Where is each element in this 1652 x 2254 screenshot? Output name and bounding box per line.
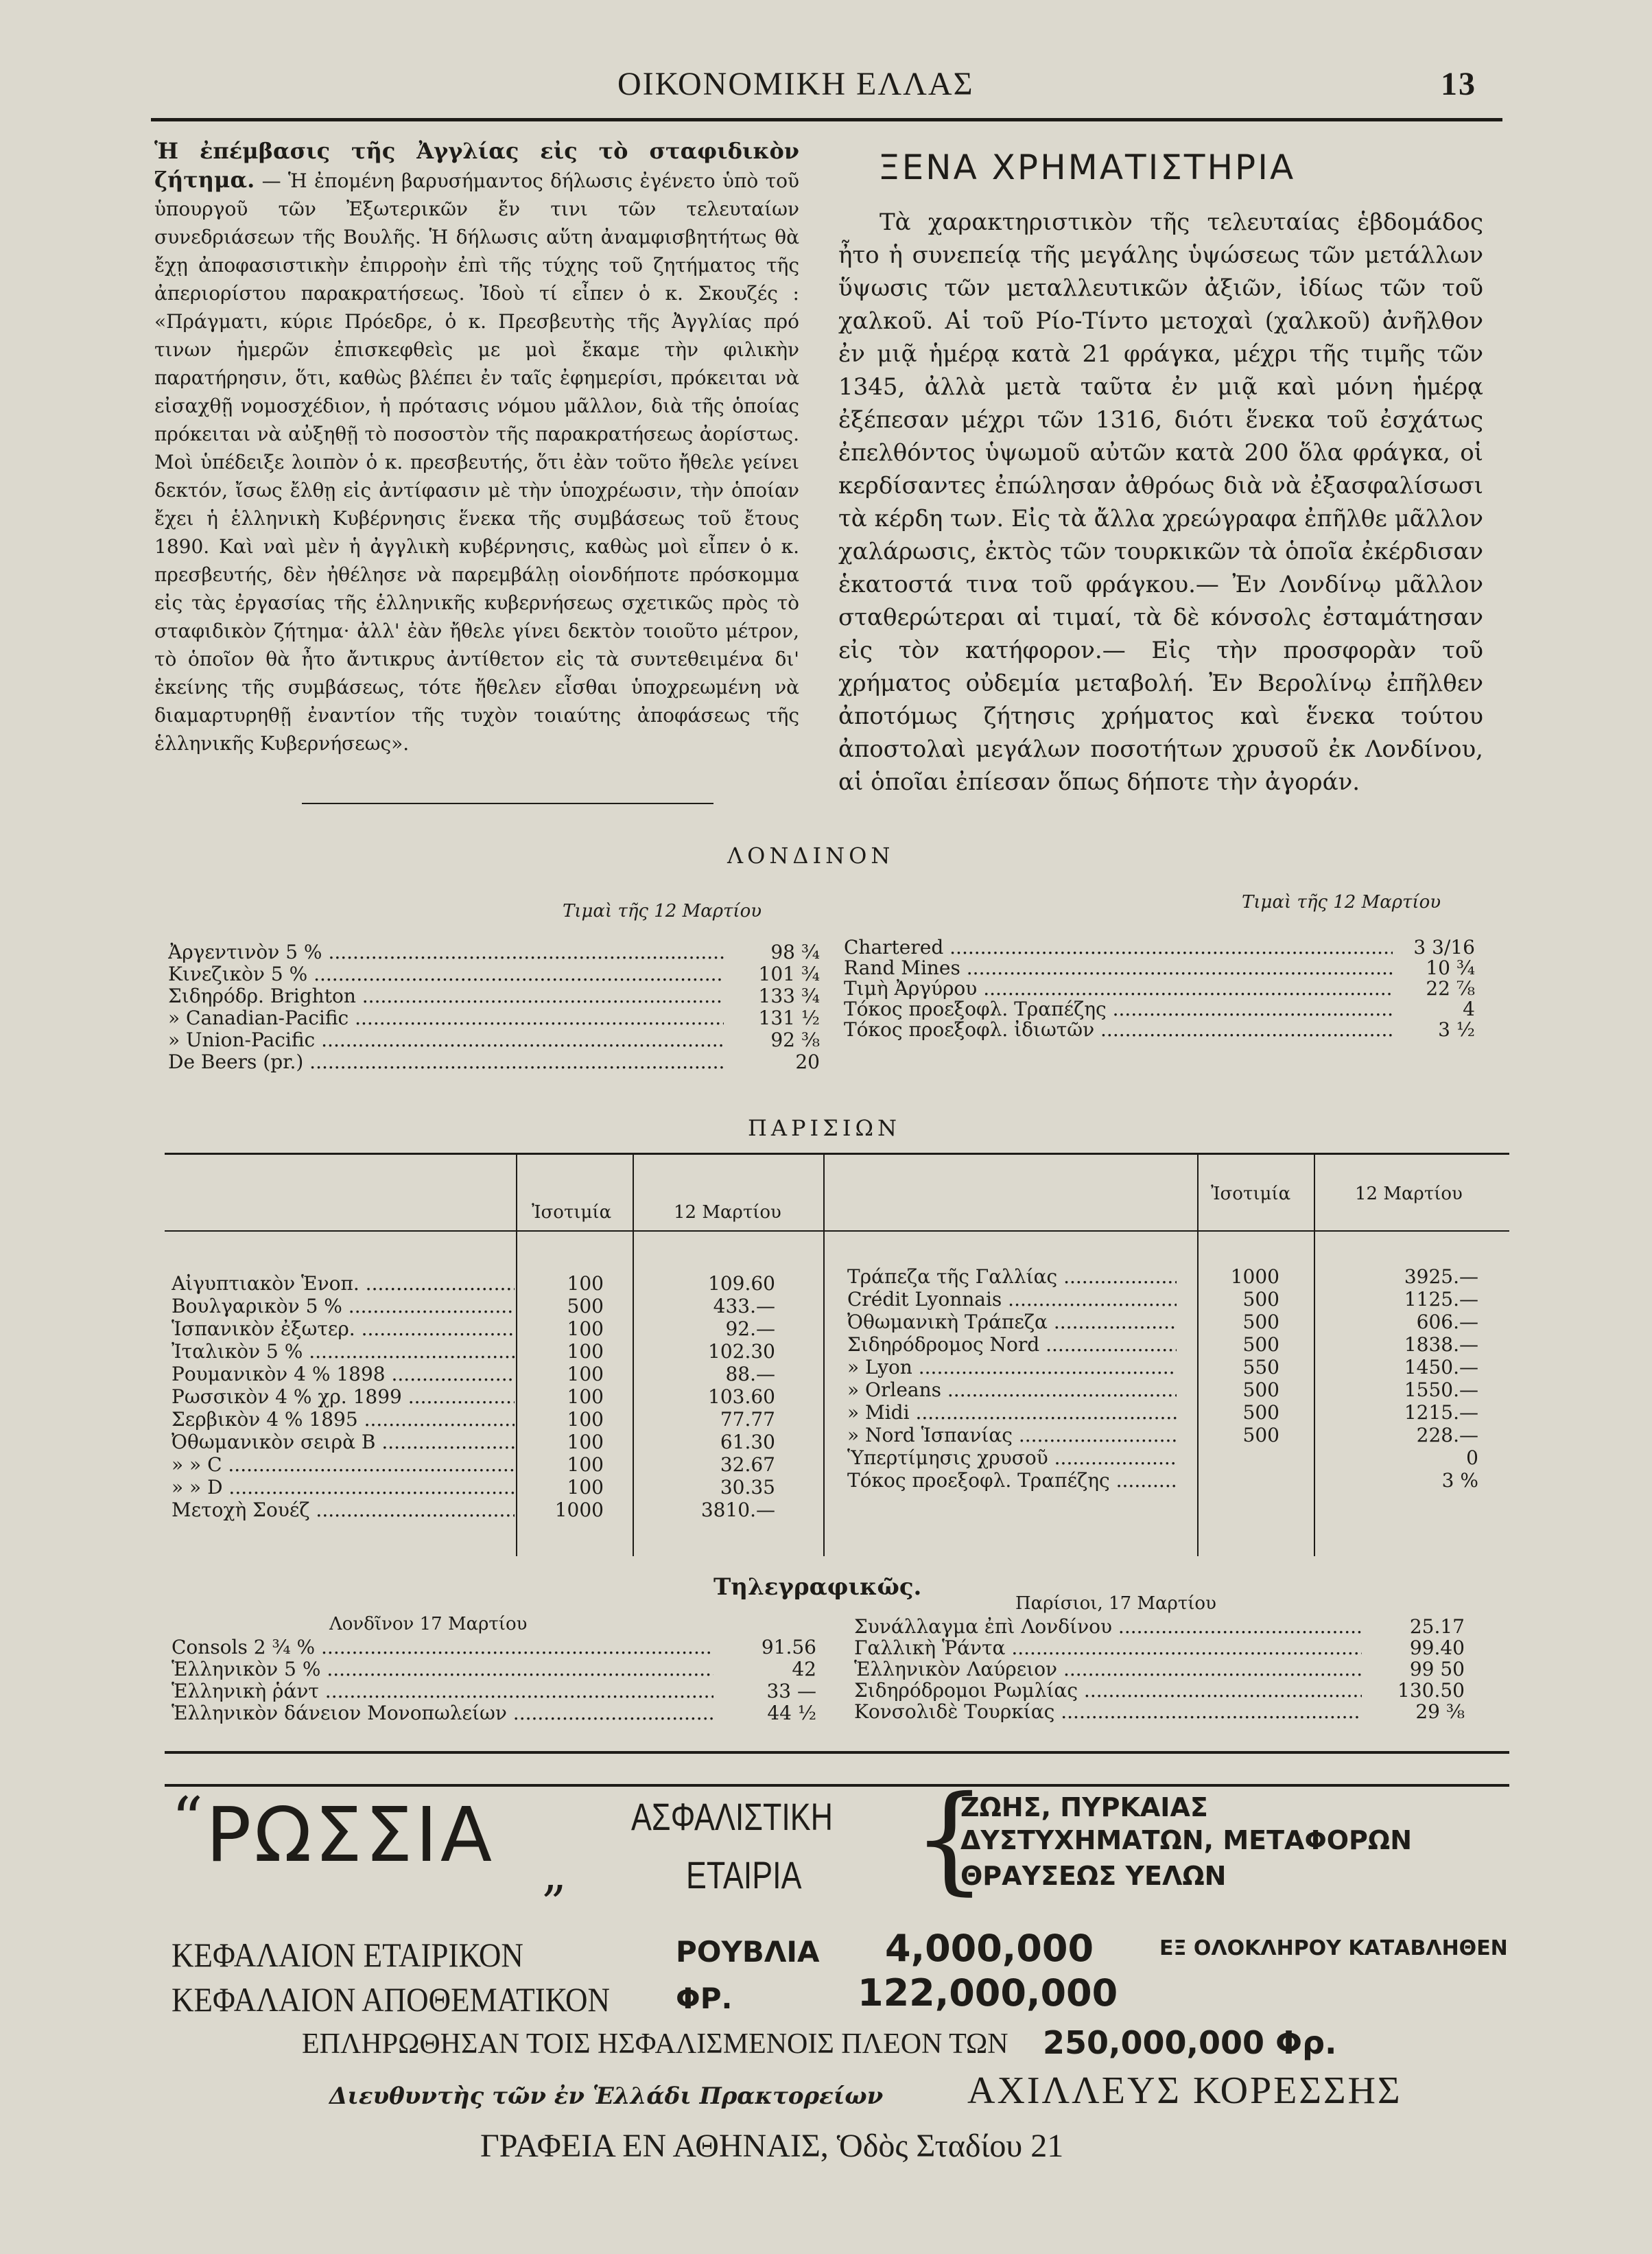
telegraph-row-value: 130.50 <box>1397 1679 1465 1702</box>
ad-capital-amount: 4,000,000 <box>885 1927 1094 1970</box>
paris-row-label: » Midi ..... <box>847 1402 1177 1424</box>
paris-row-par <box>1177 1447 1279 1469</box>
ad-capital-label: ΚΕΦΑΛΑΙΟΝ ΕΤΑΙΡΙΚΟΝ <box>172 1936 523 1974</box>
paris-row-label: Σιδηρόδρομος Nord ..... <box>847 1334 1177 1356</box>
paris-row-label: » Lyon ..... <box>847 1357 1177 1378</box>
paris-row-label: Σερβικὸν 4 % 1895 ..... <box>172 1409 515 1431</box>
paris-row <box>172 1499 775 1521</box>
paris-row <box>172 1341 775 1363</box>
telegraph-row <box>854 1637 1465 1659</box>
telegraph-row-label: Ἑλληνικὸν 5 % ..... <box>172 1658 713 1680</box>
paris-col-rule <box>823 1155 825 1556</box>
paris-row-value: 1450.— <box>1404 1356 1478 1378</box>
paris-row <box>847 1424 1478 1446</box>
paris-row-par: 100 <box>567 1363 604 1385</box>
paris-left-col-isotimia: Ἰσοτιμία <box>532 1202 612 1223</box>
telegraph-row-value: 25.17 <box>1409 1615 1465 1638</box>
london-row <box>844 957 1475 979</box>
london-row-label: De Beers (pr.) ..... <box>168 1051 724 1073</box>
telegraph-row-label: Κονσολιδὲ Τουρκίας ..... <box>854 1701 1362 1723</box>
paris-row-value: 3925.— <box>1404 1265 1478 1288</box>
paris-row-par: 100 <box>567 1317 604 1340</box>
paris-row-par: 100 <box>567 1408 604 1431</box>
paris-row-value: 61.30 <box>720 1431 775 1453</box>
paris-row-par: 100 <box>567 1340 604 1363</box>
left-article <box>154 137 799 758</box>
telegraph-title: Τηλεγραφικῶς. <box>713 1573 922 1601</box>
london-row-value: 133 ¾ <box>758 985 820 1007</box>
paris-row-par: 1000 <box>1230 1265 1279 1288</box>
telegraph-row <box>172 1680 816 1702</box>
london-row <box>168 1051 820 1073</box>
london-row-label: Τόκος προεξοφλ. ἰδιωτῶν ..... <box>844 1019 1393 1041</box>
paris-row-value: 88.— <box>725 1363 775 1385</box>
paris-row-value: 1215.— <box>1404 1401 1478 1424</box>
paris-row-value: 1125.— <box>1404 1288 1478 1311</box>
paris-row <box>172 1431 775 1453</box>
paris-row-par: 500 <box>1242 1424 1279 1446</box>
ad-paid-claims: ΕΠΛΗΡΩΘΗΣΑΝ ΤΟΙΣ ΗΣΦΑΛΙΣΜΕΝΟΙΣ ΠΛΕΟΝ ΤΩΝ <box>302 2028 1008 2060</box>
telegraph-row-label: Συνάλλαγμα ἐπὶ Λονδίνου ..... <box>854 1616 1362 1638</box>
paris-row-label: » Nord Ἱσπανίας ..... <box>847 1424 1177 1446</box>
telegraph-row-value: 91.56 <box>761 1636 816 1658</box>
running-title: ΟΙΚΟΝΟΜΙΚΗ ΕΛΛΑΣ <box>617 66 974 102</box>
paris-row-par: 100 <box>567 1431 604 1453</box>
telegraph-row-label: Consols 2 ¾ % ..... <box>172 1636 713 1658</box>
right-article-body: Τὰ χαρακτηριστικὸν τῆς τελευταίας ἑβδομάδος ἦτο ἡ συνεπείᾳ τῆς μεγάλης ὑψώσεως τῶν μετάλλων ὕψωσις τῶν μεταλλευτικῶν ἀξιῶν, ἰδίως τῶν τοῦ χαλκοῦ. Αἱ τοῦ Ρίο-Τίντο μετοχαὶ (χαλκοῦ) ἀνῆλθον ἐν μιᾷ ἡμέρᾳ κατὰ 21 φράγκα, μέχρι τῆς τιμῆς τῶν 1345, ἀλλὰ μετὰ ταῦτα ἐν μιᾷ καὶ μόνη ἡμέρᾳ ἐξέπεσαν μέχρι τῶν 1316, διότι ἕνεκα τοῦ ἐσχάτως ἐπελθόντος ὑψωμοῦ αὐτῶν κατὰ 200 ὅλα φράγκα, οἱ κερδίσαντες ἐπώλησαν ἀθρόως διὰ νὰ ἐξασφαλίσωσι τὰ κέρδη των. Εἰς τὰ ἄλλα χρεώγραφα ἐπῆλθε μᾶλλον χαλάρωσις, ἐκτὸς τῶν τουρκικῶν τὰ ὁποῖα ἐκέρδισαν ἑκατοστά τινα τοῦ φράγκου.— Ἐν Λονδίνῳ μᾶλλον σταθερώτεραι αἱ τιμαί, τὰ δὲ κόνσολς ἐσταμάτησαν εἰς τὸν κατήφορον.— Εἰς τὴν προσφορὰν τοῦ χρήματος οὐδεμία μεταβολή. Ἐν Βερολίνῳ ἐπῆλθεν ἀποτόμως ζήτησις χρήματος καὶ ἕνεκα τούτου ἀποστολαὶ μεγάλων ποσοτήτων χρυσοῦ ἐκ Λονδίνου, αἱ ὁποῖαι ἐπίεσαν ὅπως δήποτε τὴν ἀγοράν. <box>838 209 1483 796</box>
london-row-value: 4 <box>1463 998 1475 1020</box>
london-row-label: » Union-Pacific ..... <box>168 1029 724 1051</box>
telegraph-right-caption: Παρίσιοι, 17 Μαρτίου <box>1015 1593 1216 1614</box>
paris-header-rule <box>165 1230 1509 1232</box>
paris-row <box>847 1311 1478 1333</box>
paris-row-value: 0 <box>1466 1446 1478 1469</box>
paris-row-label: Ρωσσικὸν 4 % χρ. 1899 ..... <box>172 1386 515 1408</box>
paris-row-par: 100 <box>567 1453 604 1476</box>
paris-row-value: 109.60 <box>708 1272 775 1295</box>
ad-type-line1: ΑΣΦΑΛΙΣΤΙΚΗ <box>631 1795 834 1838</box>
paris-row-value: 606.— <box>1416 1311 1478 1333</box>
paris-row-value: 77.77 <box>720 1408 775 1431</box>
ad-type-line2: ΕΤΑΙΡΙΑ <box>686 1853 802 1897</box>
london-row-label: Κινεζικὸν 5 % ..... <box>168 963 724 985</box>
paris-row <box>847 1379 1478 1401</box>
paris-row <box>172 1295 775 1317</box>
london-row <box>844 1019 1475 1041</box>
paris-row <box>172 1454 775 1476</box>
paris-row-value: 92.— <box>725 1317 775 1340</box>
paris-row-label: Ὑπερτίμησις χρυσοῦ ..... <box>847 1447 1177 1469</box>
london-row-label: Rand Mines ..... <box>844 957 1393 979</box>
paris-top-rule <box>165 1153 1509 1155</box>
paris-row <box>847 1357 1478 1378</box>
telegraph-row-label: Ἑλληνικὸν Λαύρειον ..... <box>854 1658 1362 1680</box>
paris-row-par: 500 <box>1242 1288 1279 1311</box>
telegraph-row-label: Σιδηρόδρομοι Ρωμλίας ..... <box>854 1680 1362 1702</box>
paris-row <box>172 1386 775 1408</box>
ad-coverage-2: ΔΥΣΤΥΧΗΜΑΤΩΝ, ΜΕΤΑΦΟΡΩΝ <box>960 1825 1413 1855</box>
paris-row-label: Ὀθωμανικὴ Τράπεζα ..... <box>847 1311 1177 1333</box>
paris-row-par: 550 <box>1242 1356 1279 1378</box>
telegraph-row-value: 99 50 <box>1409 1658 1465 1680</box>
telegraph-row-label: Ἑλληνικὴ ῥάντ ..... <box>172 1680 713 1702</box>
paris-row <box>847 1470 1478 1492</box>
london-row-label: » Canadian-Pacific ..... <box>168 1007 724 1029</box>
paris-row <box>172 1273 775 1295</box>
paris-row-label: Βουλγαρικὸν 5 % ..... <box>172 1295 515 1317</box>
telegraph-row <box>854 1701 1465 1723</box>
page-number: 13 <box>1441 66 1476 102</box>
london-row <box>844 978 1475 1000</box>
london-row <box>844 998 1475 1020</box>
ad-reserve-amount: 122,000,000 <box>858 1971 1118 2015</box>
ad-reserve-label: ΚΕΦΑΛΑΙΟΝ ΑΠΟΘΕΜΑΤΙΚΟΝ <box>172 1980 611 2019</box>
telegraph-row <box>854 1616 1465 1638</box>
paris-row-value: 32.67 <box>720 1453 775 1476</box>
london-row-value: 101 ¾ <box>758 963 820 985</box>
ad-quote-close: „ <box>542 1846 567 1902</box>
london-row-label: Ἀργεντινὸν 5 % ..... <box>168 941 724 963</box>
article-end-rule <box>302 803 713 804</box>
london-row-label: Chartered ..... <box>844 937 1393 959</box>
paris-row-value: 228.— <box>1416 1424 1478 1446</box>
paris-row-value: 30.35 <box>720 1476 775 1499</box>
london-row <box>168 963 820 985</box>
paris-row-label: Ἰταλικὸν 5 % ..... <box>172 1341 515 1363</box>
paris-row-par: 100 <box>567 1385 604 1408</box>
paris-row-par: 500 <box>1242 1378 1279 1401</box>
paris-row-label: Μετοχὴ Σουέζ ..... <box>172 1499 515 1521</box>
paris-row-label: Crédit Lyonnais ..... <box>847 1289 1177 1311</box>
ad-top-rule <box>165 1784 1509 1787</box>
paris-row-label: Τόκος προεξοφλ. Τραπέζης ..... <box>847 1470 1177 1492</box>
ad-offices: ΓΡΑΦΕΙΑ ΕΝ ΑΘΗΝΑΙΣ, Ὁδὸς Σταδίου 21 <box>480 2128 1064 2164</box>
london-row-value: 131 ½ <box>758 1007 820 1029</box>
telegraph-left-caption: Λονδῖνον 17 Μαρτίου <box>329 1614 528 1634</box>
ad-paid-note: ΕΞ ΟΛΟΚΛΗΡΟΥ ΚΑΤΑΒΛΗΘΕΝ <box>1159 1936 1508 1960</box>
telegraph-row-label: Γαλλικὴ Ῥάντα ..... <box>854 1637 1362 1659</box>
paris-row-label: » Orleans ..... <box>847 1379 1177 1401</box>
left-article-title: Ἡ ἐπέμβασις τῆς Ἀγγλίας εἰς τὸ σταφιδικὸν ζήτημα. <box>154 138 799 193</box>
ad-director-label: Διευθυντὴς τῶν ἐν Ἑλλάδι Πρακτορείων <box>329 2082 884 2110</box>
london-row <box>168 985 820 1007</box>
london-row-value: 92 ⅜ <box>770 1029 820 1051</box>
london-row <box>168 1029 820 1051</box>
paris-row <box>172 1409 775 1431</box>
section-end-rule <box>165 1751 1509 1754</box>
paris-right-col-date: 12 Μαρτίου <box>1355 1184 1463 1204</box>
london-title: ΛΟΝΔΙΝΟΝ <box>727 843 895 869</box>
london-left-caption: Τιμαὶ τῆς 12 Μαρτίου <box>563 901 762 921</box>
paris-row-par: 500 <box>1242 1311 1279 1333</box>
london-row-value: 10 ¾ <box>1426 956 1475 979</box>
london-row-value: 22 ⅞ <box>1426 977 1475 1000</box>
paris-row-par: 100 <box>567 1476 604 1499</box>
ad-quote-open: “ <box>172 1784 204 1856</box>
paris-row-label: Αἰγυπτιακὸν Ἑνοπ. ..... <box>172 1273 515 1295</box>
paris-row-label: Ὀθωμανικὸν σειρὰ B ..... <box>172 1431 515 1453</box>
london-row-value: 3 3/16 <box>1413 936 1475 959</box>
paris-row <box>172 1363 775 1385</box>
paris-row-label: Ρουμανικὸν 4 % 1898 ..... <box>172 1363 515 1385</box>
london-row-label: Τιμὴ Ἀργύρου ..... <box>844 978 1393 1000</box>
paris-row-par: 500 <box>567 1295 604 1317</box>
paris-row-label: Ἱσπανικὸν ἐξωτερ. ..... <box>172 1318 515 1340</box>
london-row-value: 20 <box>795 1050 820 1073</box>
paris-row <box>172 1318 775 1340</box>
paris-row-par: 500 <box>1242 1333 1279 1356</box>
ad-brace: { <box>912 1771 987 1907</box>
paris-row-label: » » D ..... <box>172 1477 515 1499</box>
left-article-body: — Ἡ ἐπομένη βαρυσήμαντος δήλωσις ἐγένετο ὑπὸ τοῦ ὑπουργοῦ τῶν Ἐξωτερικῶν ἔν τινι τῶν τελευταίων συνεδριάσεων τῆς Βουλῆς. Ἡ δήλωσις αὕτη ἀναμφισβητήτως θὰ ἔχῃ ἀποφασιστικὴν ἐπιρροὴν ἐπὶ τῆς τύχης τοῦ ζητήματος τῆς ἀπεριορίστου παρακρατήσεως. Ἰδοὺ τί εἶπεν ὁ κ. Σκουζές : «Πράγματι, κύριε Πρόεδρε, ὁ κ. Πρεσβευτὴς τῆς Ἀγγλίας πρό τινων ἡμερῶν ἐπισκεφθεὶς με μοὶ ἔκαμε τὴν φιλικὴν παρατήρησιν, ὅτι, καθὼς βλέπει ἐν ταῖς ἐφημερίσι, πρόκειται νὰ εἰσαχθῇ νομοσχέδιον, ἡ πρότασις νόμου μᾶλλον, διὰ τῆς ὁποίας πρόκειται νὰ αὐξηθῇ τὸ ποσοστὸν τῆς παρακρατήσεως ἀορίστως. Μοὶ ὑπέδειξε λοιπὸν ὁ κ. πρεσβευτής, ὅτι ἐὰν τοῦτο ἤθελε γείνει δεκτόν, ἴσως ἔλθῃ εἰς ἀντίφασιν μὲ τὴν ὑποχρέωσιν, τὴν ὁποίαν ἔχει ἡ ἑλληνικὴ Κυβέρνησις ἕνεκα τῆς συμβάσεως τοῦ ἔτους 1890. Καὶ ναὶ μὲν ἡ ἀγγλικὴ κυβέρνησις, καθὼς μοὶ εἶπεν ὁ κ. πρεσβευτής, δὲν ἠθέλησε νὰ παρεμβάλῃ οἱονδήποτε πρόσκομμα εἰς τὰς ἐργασίας τῆς ἑλληνικῆς κυβερνήσεως σχετικῶς πρὸς τὸ σταφιδικὸν ζήτημα· ἀλλ' ἐὰν ἤθελε γίνει δεκτὸν τοιοῦτο μέτρον, τὸ ὁποῖον θὰ ἦτο ἄντικρυς ἀντίθετον εἰς τὰ συντεθειμένα δι' ἐκείνης τῆς συμβάσεως, τότε ἤθελεν εἶσθαι ὑποχρεωμένη νὰ διαμαρτυρηθῇ ἐναντίον τῆς τυχὸν τοιαύτης ἀποφάσεως τῆς ἑλληνικῆς Κυβερνήσεως». <box>154 169 799 755</box>
telegraph-row-value: 33 — <box>766 1680 816 1702</box>
ad-rubles-label: ΡΟΥΒΛΙΑ <box>676 1935 820 1969</box>
paris-row <box>172 1477 775 1499</box>
paris-row <box>847 1334 1478 1356</box>
paris-left-col-date: 12 Μαρτίου <box>674 1202 781 1223</box>
telegraph-row-value: 42 <box>792 1658 816 1680</box>
telegraph-row <box>172 1636 816 1658</box>
telegraph-row-value: 44 ½ <box>767 1702 816 1724</box>
paris-row-value: 1838.— <box>1404 1333 1478 1356</box>
london-row-value: 3 ½ <box>1438 1018 1475 1041</box>
paris-right-col-isotimia: Ἰσοτιμία <box>1211 1184 1291 1204</box>
london-row-label: Σιδηρόδρ. Brighton ..... <box>168 985 724 1007</box>
paris-title: ΠΑΡΙΣΙΩΝ <box>748 1115 901 1141</box>
paris-row <box>847 1402 1478 1424</box>
ad-fr-label: ΦΡ. <box>676 1982 733 2015</box>
paris-row-value: 3 % <box>1441 1469 1478 1492</box>
paris-row-par: 500 <box>1242 1401 1279 1424</box>
telegraph-row-label: Ἑλληνικὸν δάνειον Μονοπωλείων ..... <box>172 1702 713 1724</box>
telegraph-row <box>854 1658 1465 1680</box>
telegraph-row <box>172 1658 816 1680</box>
paris-row-value: 103.60 <box>708 1385 775 1408</box>
right-article-title: ΞΕΝΑ ΧΡΗΜΑΤΙΣΤΗΡΙΑ <box>878 148 1296 187</box>
paris-row <box>847 1447 1478 1469</box>
ad-coverage-1: ΖΩΗΣ, ΠΥΡΚΑΙΑΣ <box>960 1792 1208 1822</box>
paris-row-par: 1000 <box>554 1499 604 1521</box>
paris-row <box>847 1289 1478 1311</box>
telegraph-row <box>172 1702 816 1724</box>
paris-row-value: 3810.— <box>700 1499 775 1521</box>
telegraph-row-value: 99.40 <box>1409 1636 1465 1659</box>
header-rule <box>151 118 1502 121</box>
london-row-value: 98 ¾ <box>770 941 820 963</box>
london-row <box>168 1007 820 1029</box>
paris-row-label: Τράπεζα τῆς Γαλλίας ..... <box>847 1266 1177 1288</box>
london-row <box>168 941 820 963</box>
paris-row-label: » » C ..... <box>172 1454 515 1476</box>
london-row-label: Τόκος προεξοφλ. Τραπέζης ..... <box>844 998 1393 1020</box>
paris-row-value: 102.30 <box>708 1340 775 1363</box>
ad-brand: ΡΩΣΣΙΑ <box>206 1791 495 1879</box>
london-row <box>844 937 1475 959</box>
paris-row <box>847 1266 1478 1288</box>
telegraph-row <box>854 1680 1465 1702</box>
ad-coverage-3: ΘΡΑΥΣΕΩΣ ΥΕΛΩΝ <box>960 1861 1227 1891</box>
paris-row-par <box>1177 1470 1279 1492</box>
ad-director-name: ΑΧΙΛΛΕΥΣ ΚΟΡΕΣΣΗΣ <box>967 2069 1402 2112</box>
paris-row-par: 100 <box>567 1272 604 1295</box>
paris-row-value: 433.— <box>713 1295 775 1317</box>
telegraph-row-value: 29 ⅜ <box>1415 1700 1465 1723</box>
ad-paid-amount: 250,000,000 Φρ. <box>1043 2024 1337 2061</box>
london-right-caption: Τιμαὶ τῆς 12 Μαρτίου <box>1242 892 1441 913</box>
paris-row-value: 1550.— <box>1404 1378 1478 1401</box>
